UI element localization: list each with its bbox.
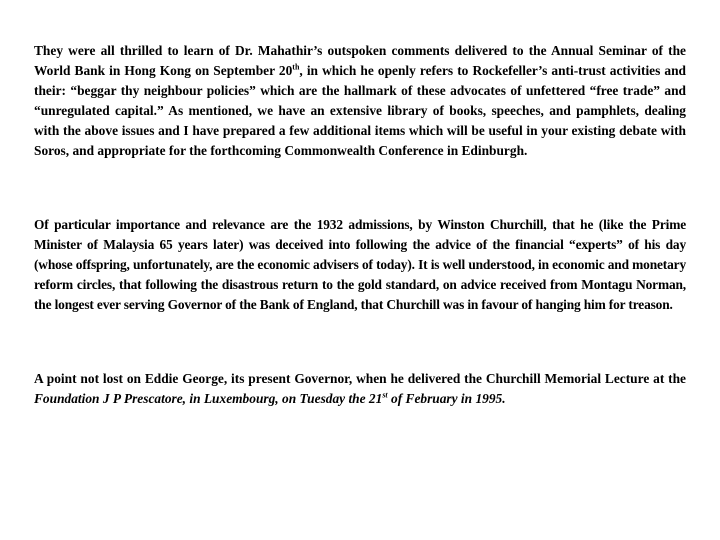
paragraph-eddie-george <box>34 369 686 409</box>
paragraph-mahathir-comments <box>34 41 686 161</box>
paragraph-churchill-admissions <box>34 215 686 315</box>
paragraph-3-italic-b: Foundation J P Prescatore, in Luxembourg, on Tuesday the 21 <box>34 391 383 406</box>
paragraph-1-text-a: They were all thrilled to learn of Dr. Mahathir’s outspoken comments delivered to the Annual Seminar of the World Bank in Hong Kong on September 20 <box>34 43 686 78</box>
paragraph-3-text-a: A point not lost on Eddie George, its present Governor, when he delivered the Churchill Memorial Lecture at the <box>34 371 686 386</box>
paragraph-1-text-b: , in which he openly refers to Rockefeller’s anti-trust activities and their: “beggar thy neighbour policies” which are the hallmark of these advocates of unfettered “free trade” and “unregulated capital.” As mentioned, we have an extensive library of books, speeches, and pamphlets, dealing with the above issues and I have prepared a few additional items which will be useful in your existing debate with Soros, and appropriate for the forthcoming Commonwealth Conference in Edinburgh. <box>34 63 686 158</box>
paragraph-2-text: Of particular importance and relevance are the 1932 admissions, by Winston Churchill, that he (like the Prime Minister of Malaysia 65 years later) was deceived into following the advice of the financial “experts” of his day (whose offspring, unfortunately, are the economic advisers of today). It is well understood, in economic and monetary reform circles, that following the disastrous return to the gold standard, on advice received from Montagu Norman, the longest ever serving Governor of the Bank of England, that Churchill was in favour of hanging him for treason. <box>34 217 686 312</box>
paragraph-3-italic-c: of February in 1995. <box>387 391 506 406</box>
superscript-th: th <box>292 62 300 72</box>
superscript-st-text: st <box>382 390 388 400</box>
